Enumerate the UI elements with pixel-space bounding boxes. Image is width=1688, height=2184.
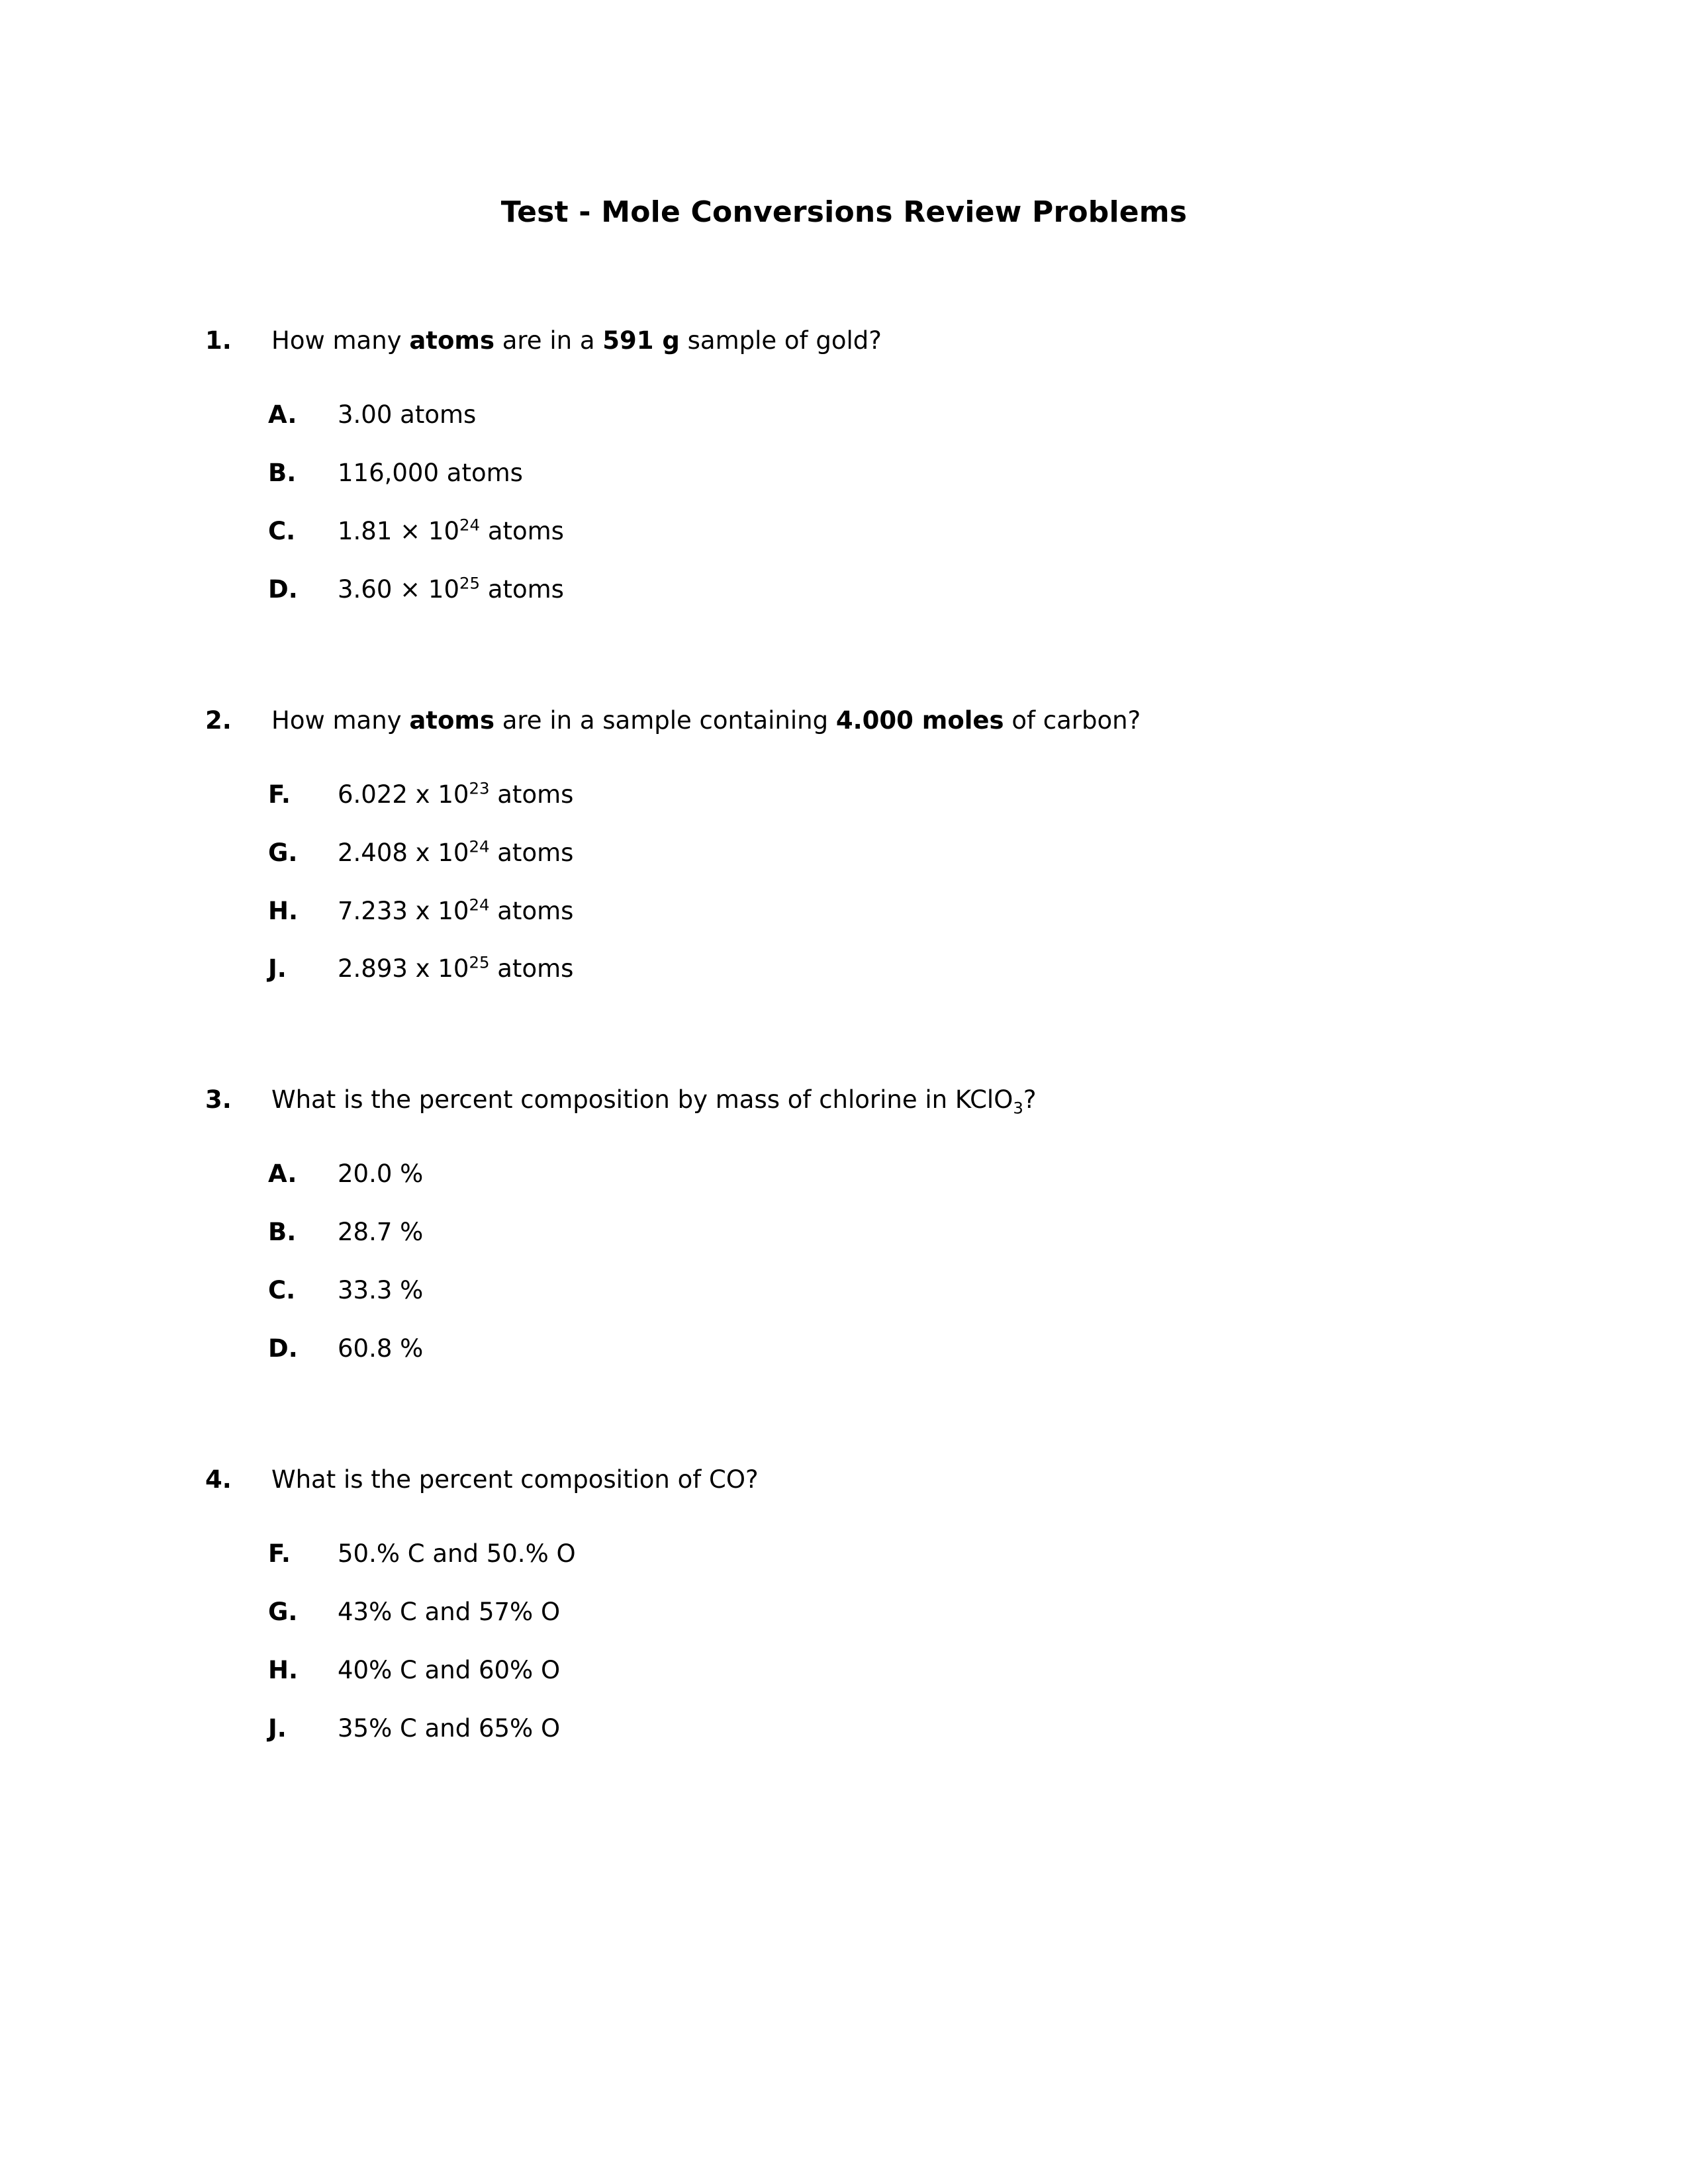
question-line bbox=[0, 704, 1688, 737]
question-text: How many atoms are in a sample containing 4.000 moles of carbon? bbox=[271, 705, 1141, 735]
question-text: What is the percent composition by mass of chlorine in KClO$_3$? bbox=[271, 1085, 1037, 1118]
question-number: 1. bbox=[205, 326, 232, 355]
option-letter: D. bbox=[268, 1334, 298, 1363]
page-title: Test - Mole Conversions Review Problems bbox=[500, 195, 1188, 229]
answer-option[interactable] bbox=[0, 457, 1688, 490]
option-text: 3.00 atoms bbox=[338, 400, 477, 429]
option-text: 33.3 % bbox=[338, 1276, 424, 1305]
section-spacer bbox=[0, 985, 1688, 1042]
option-letter: G. bbox=[268, 1597, 298, 1626]
section-spacer bbox=[0, 606, 1688, 663]
answer-options bbox=[0, 1158, 1688, 1365]
option-letter: B. bbox=[268, 1218, 297, 1247]
answer-option[interactable] bbox=[0, 1216, 1688, 1249]
option-letter: H. bbox=[268, 896, 299, 925]
option-text: 2.893 x $10^{25}$ atoms bbox=[338, 953, 574, 983]
option-text: $1.81 \times 10^{24}$ atoms bbox=[338, 515, 564, 545]
answer-option[interactable] bbox=[0, 895, 1688, 928]
question-number: 2. bbox=[205, 705, 232, 735]
option-text: 35% C and 65% O bbox=[338, 1713, 561, 1743]
answer-option[interactable] bbox=[0, 1712, 1688, 1745]
answer-option[interactable] bbox=[0, 1274, 1688, 1307]
option-text: 60.8 % bbox=[338, 1334, 424, 1363]
answer-option[interactable] bbox=[0, 1596, 1688, 1629]
question-block bbox=[0, 1083, 1688, 1422]
answer-option[interactable] bbox=[0, 1537, 1688, 1570]
section-spacer bbox=[0, 1365, 1688, 1422]
answer-option[interactable] bbox=[0, 1332, 1688, 1365]
option-letter: J. bbox=[268, 1713, 287, 1743]
answer-option[interactable] bbox=[0, 515, 1688, 548]
answer-option[interactable] bbox=[0, 1654, 1688, 1687]
option-text: 116,000 atoms bbox=[338, 458, 523, 487]
question-block bbox=[0, 324, 1688, 663]
answer-option[interactable] bbox=[0, 1158, 1688, 1191]
questions-container bbox=[0, 324, 1688, 1843]
option-text: $3.60 \times 10^{25}$ atoms bbox=[338, 573, 564, 604]
answer-options bbox=[0, 398, 1688, 606]
option-letter: F. bbox=[268, 780, 291, 809]
option-text: 6.022 x $10^{23}$ atoms bbox=[338, 778, 574, 809]
option-text: 40% C and 60% O bbox=[338, 1655, 561, 1684]
option-letter: H. bbox=[268, 1655, 299, 1684]
option-text: 7.233 x $10^{24}$ atoms bbox=[338, 895, 574, 925]
question-line bbox=[0, 1463, 1688, 1496]
answer-options bbox=[0, 778, 1688, 986]
answer-option[interactable] bbox=[0, 952, 1688, 985]
answer-option[interactable] bbox=[0, 398, 1688, 432]
question-line bbox=[0, 1083, 1688, 1116]
question-text: How many atoms are in a 591 g sample of gold? bbox=[271, 326, 882, 355]
question-text: What is the percent composition of CO? bbox=[271, 1465, 759, 1494]
question-line bbox=[0, 324, 1688, 357]
option-text: 2.408 x $10^{24}$ atoms bbox=[338, 837, 574, 867]
option-text: 20.0 % bbox=[338, 1160, 424, 1189]
question-number: 4. bbox=[205, 1465, 232, 1494]
option-letter: J. bbox=[268, 954, 287, 983]
section-spacer bbox=[0, 1745, 1688, 1802]
option-letter: F. bbox=[268, 1539, 291, 1568]
option-text: 28.7 % bbox=[338, 1218, 424, 1247]
answer-options bbox=[0, 1537, 1688, 1745]
answer-option[interactable] bbox=[0, 837, 1688, 870]
option-letter: D. bbox=[268, 574, 298, 604]
option-letter: A. bbox=[268, 400, 297, 429]
question-block bbox=[0, 704, 1688, 1043]
option-letter: C. bbox=[268, 1276, 296, 1305]
question-number: 3. bbox=[205, 1085, 232, 1115]
option-letter: B. bbox=[268, 458, 297, 487]
option-text: 43% C and 57% O bbox=[338, 1597, 561, 1626]
option-letter: G. bbox=[268, 838, 298, 867]
option-letter: C. bbox=[268, 516, 296, 545]
answer-option[interactable] bbox=[0, 573, 1688, 606]
option-letter: A. bbox=[268, 1160, 297, 1189]
answer-option[interactable] bbox=[0, 778, 1688, 811]
option-text: 50.% C and 50.% O bbox=[338, 1539, 576, 1568]
question-block bbox=[0, 1463, 1688, 1802]
